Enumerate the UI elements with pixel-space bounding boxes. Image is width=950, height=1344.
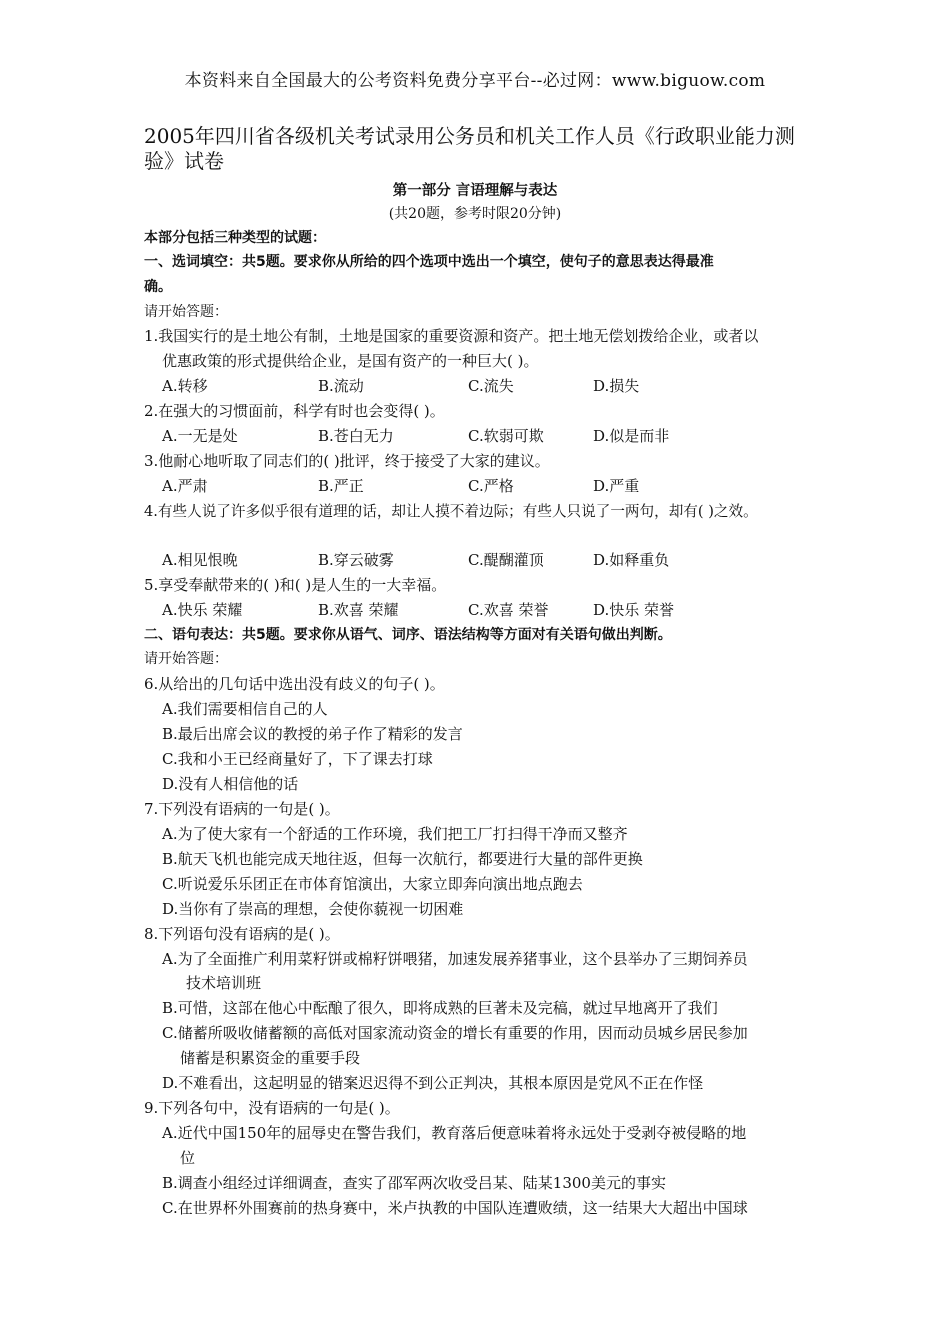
q9-option-a-cont: 位 [180, 1149, 196, 1167]
q5-option-a: A.快乐 荣耀 [162, 601, 243, 619]
question-1: 1.我国实行的是土地公有制，土地是国家的重要资源和资产。把土地无偿划拨给企业，或者以 [144, 327, 759, 345]
q4-option-b: B.穿云破雾 [318, 551, 394, 569]
q3-option-d: D.严重 [593, 477, 640, 495]
q6-option-a: A.我们需要相信自己的人 [162, 700, 328, 718]
part1-heading-cont: 确。 [144, 279, 172, 295]
q8-option-a: A.为了全面推广利用菜籽饼或棉籽饼喂猪，加速发展养猪事业，这个县举办了三期饲养员 [162, 950, 748, 968]
q6-option-c: C.我和小王已经商量好了，下了课去打球 [162, 750, 433, 768]
q2-option-b: B.苍白无力 [318, 427, 394, 445]
q3-option-b: B.严正 [318, 477, 364, 495]
question-9: 9.下列各句中，没有语病的一句是( )。 [144, 1099, 400, 1117]
q4-option-d: D.如释重负 [593, 551, 670, 569]
q8-option-c-cont: 储蓄是积累资金的重要手段 [180, 1049, 361, 1067]
section-subtitle: (共20题，参考时限20分钟) [388, 206, 562, 222]
question-1-cont: 优惠政策的形式提供给企业，是国有资产的一种巨大( )。 [162, 352, 539, 370]
question-4: 4.有些人说了许多似乎很有道理的话，却让人摸不着边际；有些人只说了一两句，却有( )之效。 [144, 503, 758, 520]
q1-option-d: D.损失 [593, 377, 640, 395]
part1-start: 请开始答题： [144, 304, 228, 320]
question-6: 6.从给出的几句话中选出没有歧义的句子( )。 [144, 675, 445, 693]
q6-option-d: D.没有人相信他的话 [162, 775, 299, 793]
question-8: 8.下列语句没有语病的是( )。 [144, 925, 340, 943]
q4-option-a: A.相见恨晚 [162, 551, 238, 569]
q5-option-d: D.快乐 荣誉 [593, 601, 675, 619]
q7-option-d: D.当你有了崇高的理想，会使你藐视一切困难 [162, 900, 464, 918]
q5-option-b: B.欢喜 荣耀 [318, 601, 399, 619]
q2-option-d: D.似是而非 [593, 427, 670, 445]
document-title: 2005年四川省各级机关考试录用公务员和机关工作人员《行政职业能力测验》试卷 [144, 124, 795, 173]
q3-option-c: C.严格 [468, 477, 514, 495]
q4-option-c: C.醍醐灌顶 [468, 551, 544, 569]
q9-option-c: C.在世界杯外围赛前的热身赛中，米卢执教的中国队连遭败绩，这一结果大大超出中国球 [162, 1199, 748, 1217]
q2-option-a: A.一无是处 [162, 427, 238, 445]
q7-option-b: B.航天飞机也能完成天地往返，但每一次航行，都要进行大量的部件更换 [162, 850, 643, 868]
question-2: 2.在强大的习惯面前，科学有时也会变得( )。 [144, 402, 445, 420]
q8-option-c: C.储蓄所吸收储蓄额的高低对国家流动资金的增长有重要的作用，因而动员城乡居民参加 [162, 1024, 748, 1042]
page-header: 本资料来自全国最大的公考资料免费分享平台--必过网：www.biguow.com [184, 71, 766, 91]
question-5: 5.享受奉献带来的( )和( )是人生的一大幸福。 [144, 576, 447, 594]
section-intro: 本部分包括三种类型的试题： [144, 230, 326, 246]
part2-heading: 二、语句表达：共5题。要求你从语气、词序、语法结构等方面对有关语句做出判断。 [144, 627, 672, 643]
question-3: 3.他耐心地听取了同志们的( )批评，终于接受了大家的建议。 [144, 452, 550, 470]
q8-option-a-cont: 技术培训班 [186, 974, 262, 992]
section-title: 第一部分 言语理解与表达 [392, 183, 558, 199]
q8-option-b: B.可惜，这部在他心中酝酿了很久，即将成熟的巨著未及完稿，就过早地离开了我们 [162, 999, 718, 1017]
q6-option-b: B.最后出席会议的教授的弟子作了精彩的发言 [162, 725, 463, 743]
part2-start: 请开始答题： [144, 651, 228, 667]
question-7: 7.下列没有语病的一句是( )。 [144, 800, 340, 818]
q8-option-d: D.不难看出，这起明显的错案迟迟得不到公正判决，其根本原因是党风不正在作怪 [162, 1074, 704, 1092]
q1-option-c: C.流失 [468, 377, 514, 395]
q3-option-a: A.严肃 [162, 477, 208, 495]
q1-option-a: A.转移 [162, 377, 208, 395]
q9-option-b: B.调查小组经过详细调查，查实了邵军两次收受吕某、陆某1300美元的事实 [162, 1174, 666, 1192]
part1-heading: 一、选词填空：共5题。要求你从所给的四个选项中选出一个填空，使句子的意思表达得最准 [144, 254, 714, 270]
q5-option-c: C.欢喜 荣誉 [468, 601, 549, 619]
q7-option-a: A.为了使大家有一个舒适的工作环境，我们把工厂打扫得干净而又整齐 [162, 825, 628, 843]
q2-option-c: C.软弱可欺 [468, 427, 544, 445]
q1-option-b: B.流动 [318, 377, 364, 395]
q9-option-a: A.近代中国150年的屈辱史在警告我们，教育落后便意味着将永远处于受剥夺被侵略的地 [162, 1124, 747, 1142]
q7-option-c: C.听说爱乐乐团正在市体育馆演出，大家立即奔向演出地点跑去 [162, 875, 583, 893]
